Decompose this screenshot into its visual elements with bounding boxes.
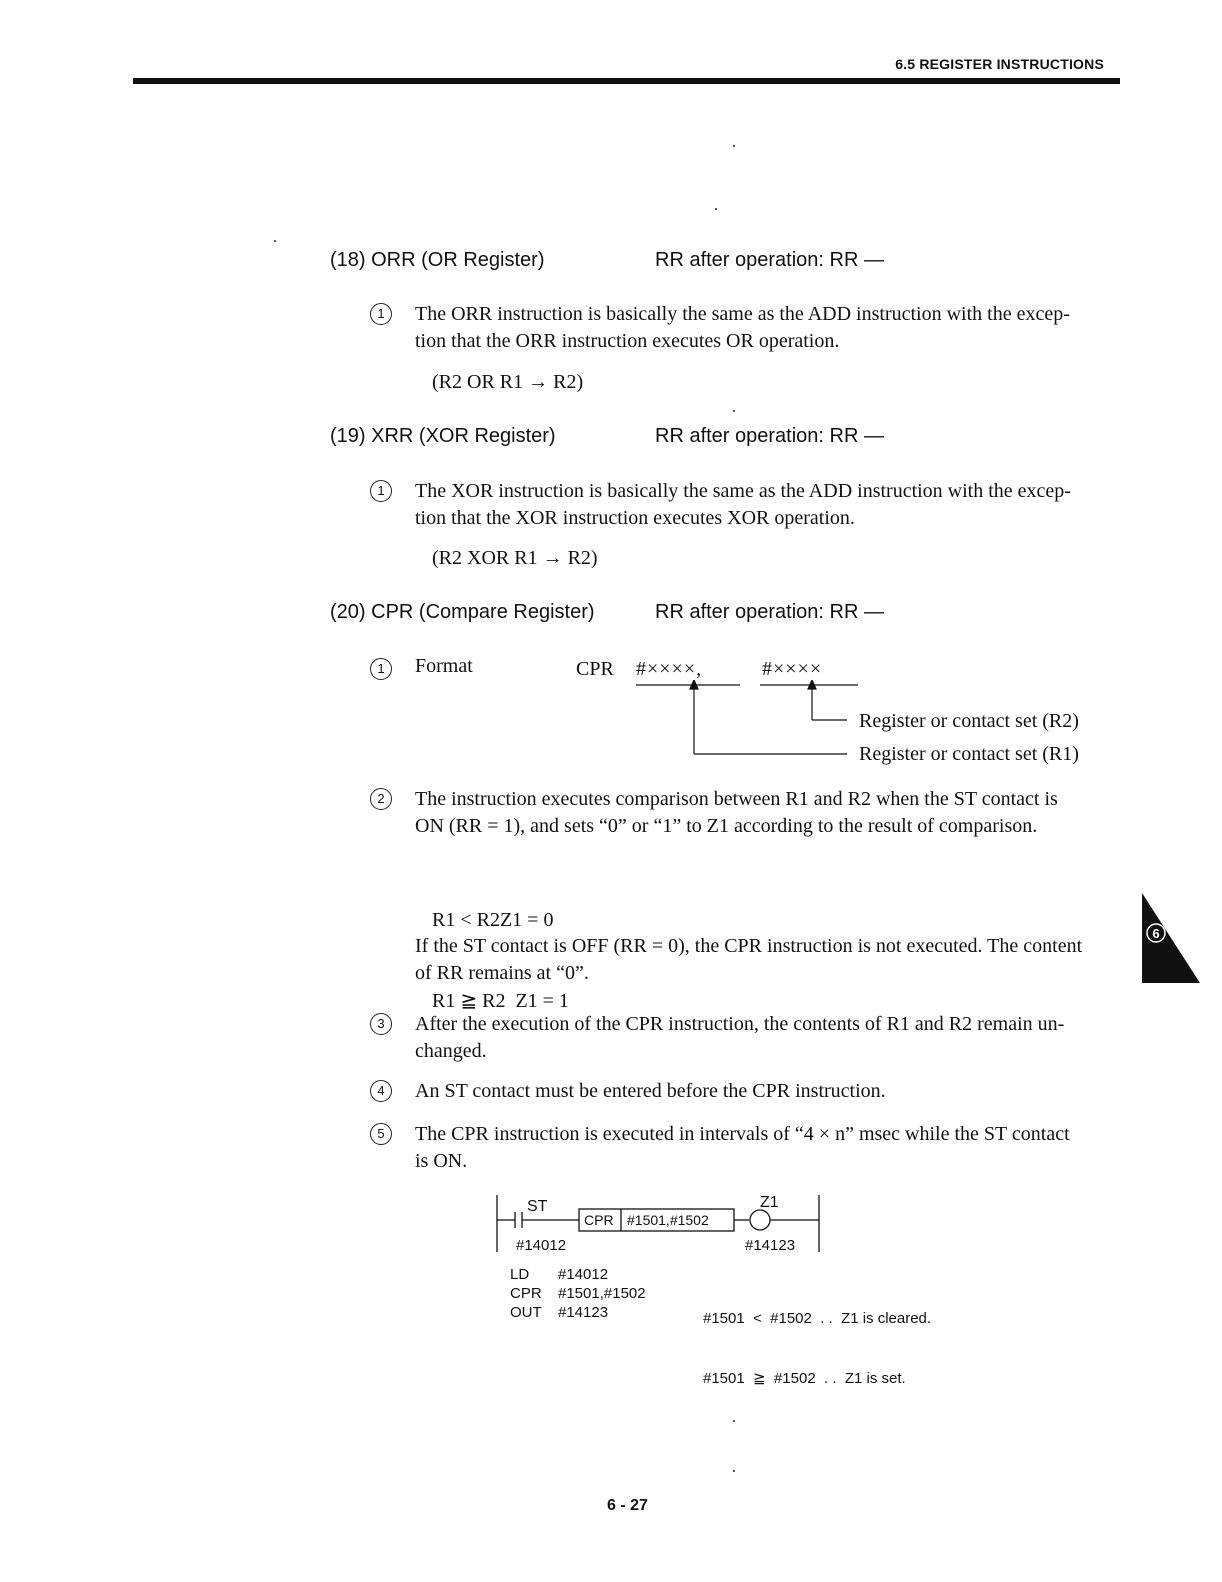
text-line: The instruction executes comparison between R1 and R2 when the ST contact is [415,788,1058,810]
scan-speck [274,240,276,242]
text-line: The XOR instruction is basically the same as the ADD instruction with the excep- [415,480,1071,502]
result-table [703,1269,931,1409]
section-20-item-5 [415,1121,1120,1175]
section-19-item-1 [415,478,1120,532]
page-number: 6 - 27 [607,1497,648,1514]
condition-line: R1 < R2Z1 = 0 [432,909,554,931]
section-18-title: (18) ORR (OR Register) [330,249,545,271]
item-marker: 4 [370,1080,392,1102]
section-19-title: (19) XRR (XOR Register) [330,425,556,447]
section-20-title: (20) CPR (Compare Register) [330,601,595,623]
item-marker: 1 [370,480,392,502]
text-line: If the ST contact is OFF (RR = 0), the CPR instruction is not executed. The content [415,935,1083,957]
section-18-rr-note: RR after operation: RR — [655,249,884,271]
formula: (R2 XOR R1 → R2) [432,547,598,569]
program-op: LD [510,1266,530,1283]
scan-speck [733,1470,735,1472]
scan-speck [715,208,717,210]
text-line: After the execution of the CPR instruction, the contents of R1 and R2 remain un- [415,1013,1065,1035]
program-line [510,1303,646,1322]
section-20-item-2-note [415,933,1120,987]
text-line: changed. [415,1040,487,1062]
callout-r2: Register or contact set (R2) [859,710,1079,732]
section-18-item-1 [415,301,1120,355]
running-header: 6.5 REGISTER INSTRUCTIONS [895,56,1104,72]
format-operand-r1: #××××, [636,658,703,680]
st-contact-address: #14012 [516,1237,567,1254]
section-20-item-3 [415,1011,1120,1065]
text-line: ON (RR = 1), and sets “0” or “1” to Z1 according to the result of comparison. [415,815,1038,837]
format-mnemonic: CPR [576,658,614,680]
condition-line: R1 ≧ R2 Z1 = 1 [432,990,569,1012]
scan-speck [733,1420,735,1422]
z1-coil-address: #14123 [745,1237,796,1254]
format-label: Format [415,655,473,677]
chapter-tab-number: 6 [1152,926,1160,941]
scan-speck [733,410,735,412]
program-line [510,1265,646,1284]
text-line: The ORR instruction is basically the same as the ADD instruction with the excep- [415,303,1070,325]
cpr-box-instruction: CPR [584,1212,614,1228]
format-operand-r2: #×××× [762,658,823,680]
program-line [510,1284,646,1303]
header-rule [133,78,1120,84]
program-listing [510,1265,646,1322]
result-line: #1501 ≧ #1502 . . Z1 is set. [703,1370,906,1387]
section-19-rr-note: RR after operation: RR — [655,425,884,447]
callout-r1: Register or contact set (R1) [859,743,1079,765]
text-line: The CPR instruction is executed in intervals of “4 × n” msec while the ST contact [415,1123,1070,1145]
program-op: OUT [510,1304,542,1321]
cpr-box-operands: #1501,#1502 [627,1212,709,1228]
z1-coil-icon [750,1210,770,1230]
item-marker: 5 [370,1123,392,1145]
text-line: An ST contact must be entered before the CPR instruction. [415,1080,886,1102]
item-marker: 2 [370,788,392,810]
text-line: of RR remains at “0”. [415,962,589,984]
scan-speck [733,145,735,147]
program-op: CPR [510,1285,542,1302]
text-line: tion that the ORR instruction executes OR operation. [415,330,840,352]
format-callout-lines [630,680,870,762]
program-arg: #14012 [558,1266,609,1283]
z1-coil-label: Z1 [760,1194,779,1211]
text-line: is ON. [415,1150,468,1172]
program-arg: #14123 [558,1304,609,1321]
program-arg: #1501,#1502 [558,1285,646,1302]
item-marker: 1 [370,658,392,680]
formula: (R2 OR R1 → R2) [432,371,584,393]
st-contact-label: ST [527,1198,548,1215]
section-20-rr-note: RR after operation: RR — [655,601,884,623]
chapter-tab [1142,893,1200,983]
section-20-item-2 [415,786,1120,840]
item-marker: 3 [370,1013,392,1035]
result-line: #1501 < #1502 . . Z1 is cleared. [703,1310,932,1327]
text-line: tion that the XOR instruction executes XOR operation. [415,507,855,529]
item-marker: 1 [370,303,392,325]
section-20-item-4 [415,1078,1120,1105]
